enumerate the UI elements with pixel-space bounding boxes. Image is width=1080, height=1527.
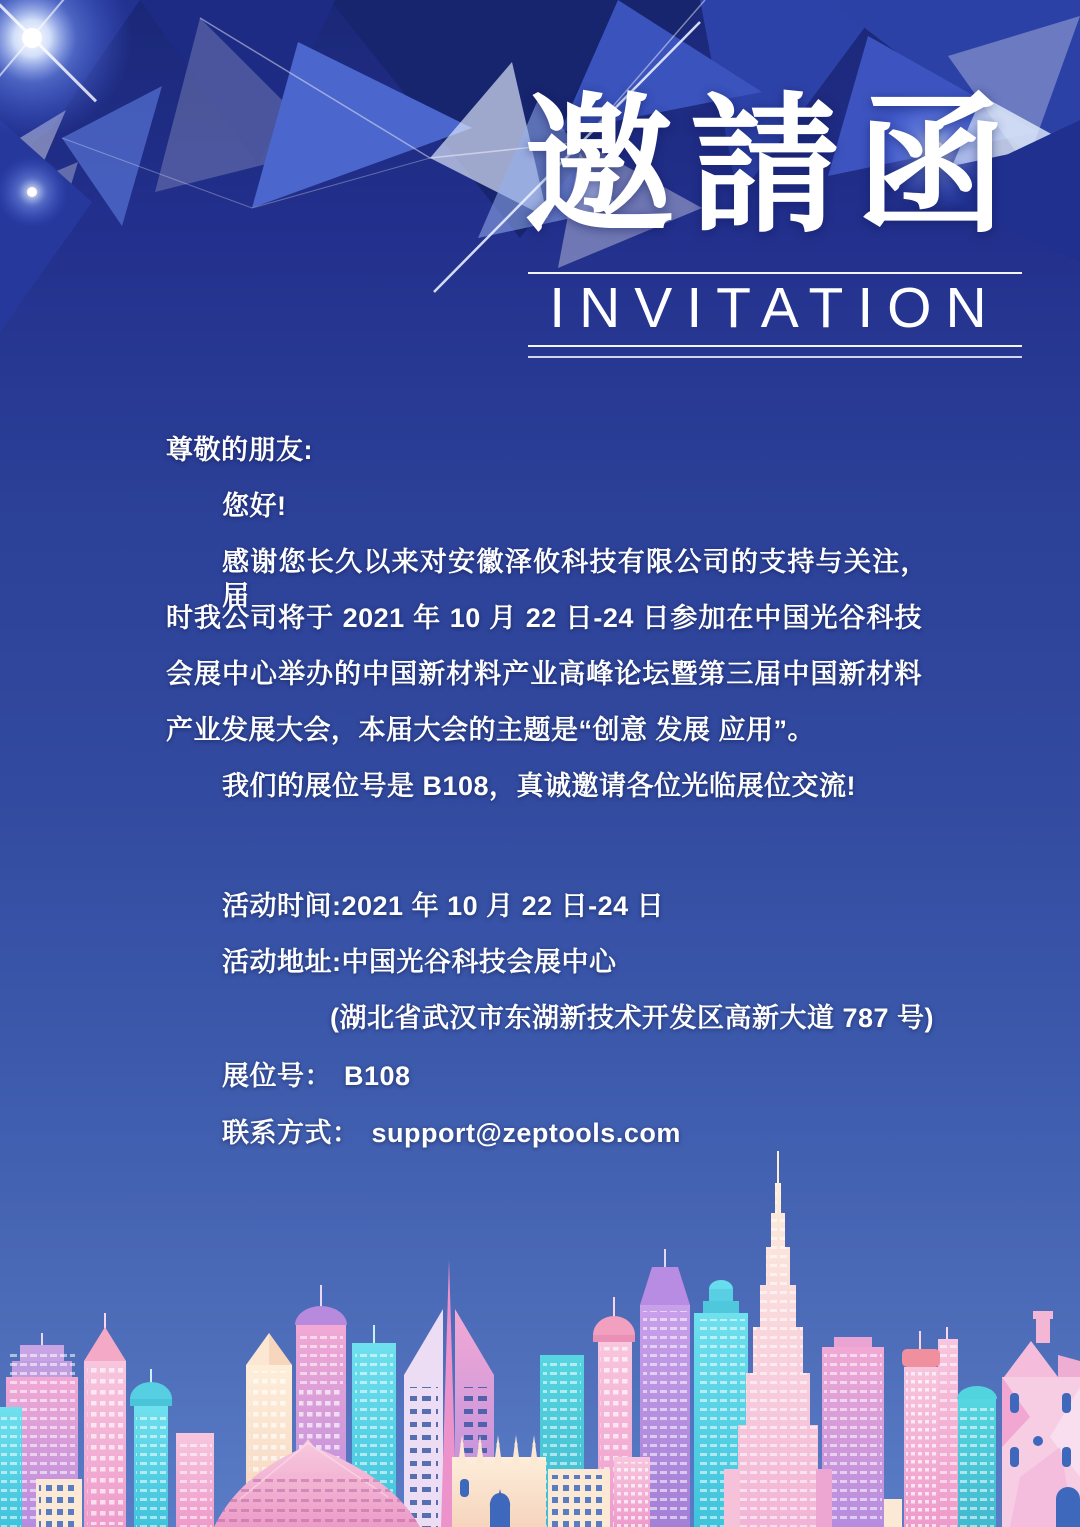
building-coral-cap xyxy=(902,1331,940,1527)
event-venue-row xyxy=(222,946,617,980)
paragraph2: 我们的展位号是 B108，真诚邀请各位光临展位交流! xyxy=(222,771,857,801)
small-filler-right xyxy=(884,1499,902,1527)
paragraph1-line1: 感谢您长久以来对安徽泽攸科技有限公司的支持与关注，届 xyxy=(222,547,928,611)
paragraph1-line4: 产业发展大会，本届大会的主题是“创意 发展 应用”。 xyxy=(166,715,816,745)
event-venue-label: 活动地址: xyxy=(222,947,342,977)
paragraph1-line3: 会展中心举办的中国新材料产业高峰论坛暨第三届中国新材料 xyxy=(166,659,922,689)
contact-row xyxy=(222,1117,681,1151)
event-time-row xyxy=(222,890,664,924)
building-pink-spire xyxy=(84,1313,126,1527)
event-time-value: 2021 年 10 月 22 日-24 日 xyxy=(341,891,665,921)
event-address-detail: (湖北省武汉市东湖新技术开发区高新大道 787 号) xyxy=(330,1003,935,1033)
cream-block-windows xyxy=(548,1469,610,1527)
building-small-pink xyxy=(176,1433,214,1527)
building-teal-rounded xyxy=(957,1386,997,1527)
salutation: 尊敬的朋友: xyxy=(166,435,313,465)
contact-email[interactable]: support@zeptools.com xyxy=(371,1118,681,1148)
greeting: 您好! xyxy=(222,491,287,521)
building-palace xyxy=(1002,1311,1080,1527)
poster-title-english: INVITATION xyxy=(528,272,1022,347)
title-underline xyxy=(528,356,1022,358)
contact-label: 联系方式： xyxy=(222,1118,360,1148)
booth-row xyxy=(222,1060,411,1094)
poster-title-chinese: 邀請函 xyxy=(524,82,1023,250)
booth-label: 展位号： xyxy=(222,1061,332,1091)
pink-grid-block xyxy=(614,1457,650,1527)
city-skyline-illustration xyxy=(0,1147,1080,1527)
building-cyan-dome xyxy=(130,1369,172,1527)
building-pink-back-right xyxy=(938,1327,958,1527)
paragraph1-line2: 时我公司将于 2021 年 10 月 22 日-24 日参加在中国光谷科技 xyxy=(166,603,922,633)
event-venue-value: 中国光谷科技会展中心 xyxy=(341,947,617,977)
left-cream-filler xyxy=(36,1479,82,1527)
event-time-label: 活动时间: xyxy=(222,891,342,921)
booth-number: B108 xyxy=(344,1061,411,1091)
